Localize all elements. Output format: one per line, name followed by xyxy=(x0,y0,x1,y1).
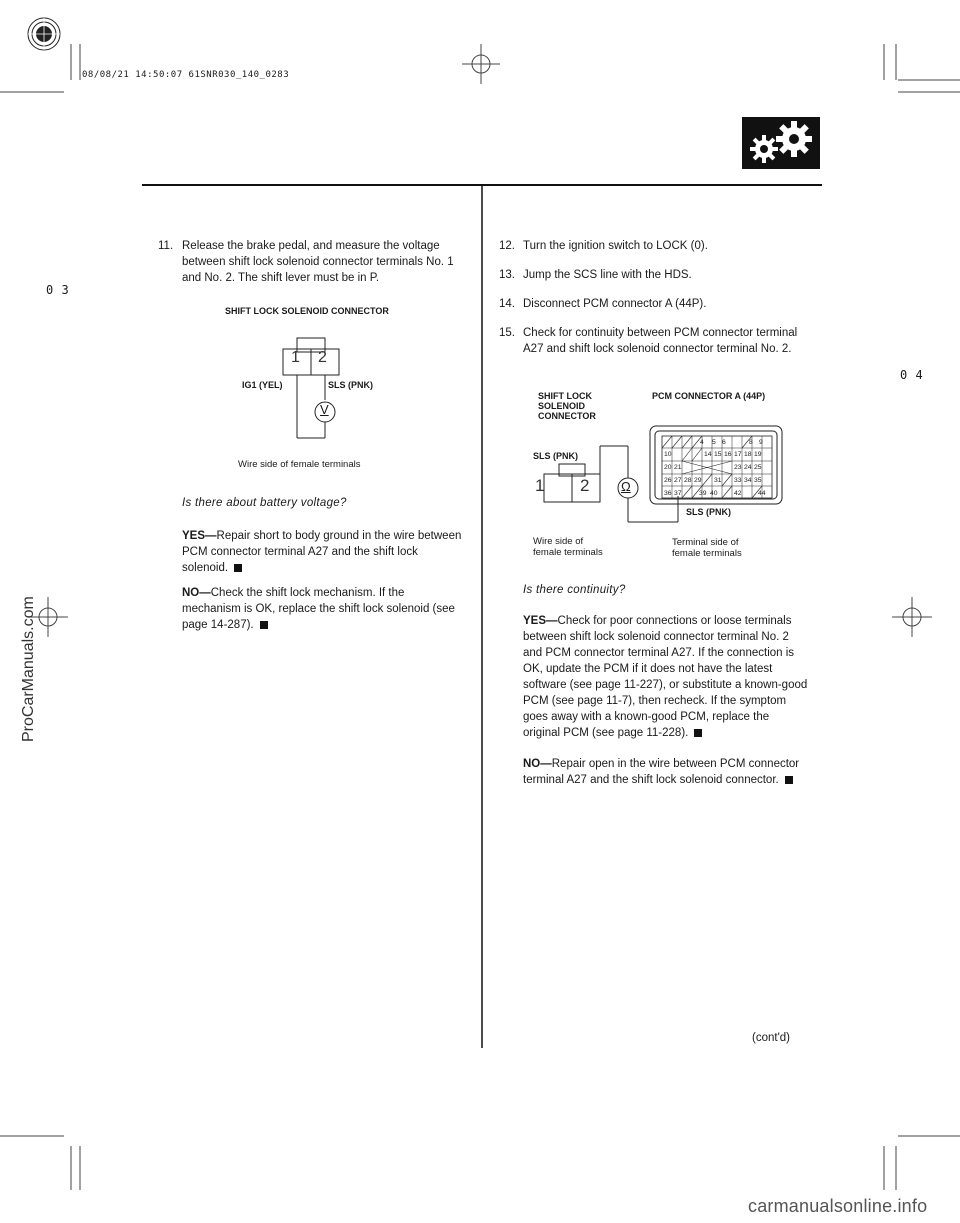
end-mark-icon xyxy=(234,564,242,572)
wire-label-ig1: IG1 (YEL) xyxy=(242,380,283,390)
yes-text: Check for poor connections or loose terminals between shift lock solenoid connector terminal No. 2 and PCM connector terminal A27. If the connection is OK, update the PCM if it does not have the latest software (see page 11-227), or substitute a known-good PCM (see page 11-7), then recheck. If the symptom goes away with a known-good PCM, replace the original PCM (see page 11-228). xyxy=(523,615,808,739)
sls-connector-title: SHIFT LOCK SOLENOID CONNECTOR xyxy=(538,391,596,421)
gears-icon xyxy=(742,117,820,169)
step-15: 15. Check for continuity between PCM connector terminal A27 and shift lock solenoid connector terminal No. 2. xyxy=(499,327,798,355)
section-marker-right: 0 4 xyxy=(900,368,924,382)
no-label: NO xyxy=(523,758,541,770)
end-mark-icon xyxy=(260,621,268,629)
pin-1: 1 xyxy=(291,349,300,366)
pcm-connector-title: PCM CONNECTOR A (44P) xyxy=(652,391,766,401)
voltmeter-symbol: V xyxy=(320,402,329,417)
section-marker-left: 0 3 xyxy=(46,283,70,297)
ohmmeter-symbol: Ω xyxy=(621,479,631,494)
diagram-caption: Wire side of female terminals xyxy=(238,459,361,470)
answer-no: NO—Check the shift lock mechanism. If the mechanism is OK, replace the shift lock solenoid (see page 14-287). xyxy=(182,587,455,631)
steps-12-15 xyxy=(499,238,809,357)
no-label: NO xyxy=(182,587,200,599)
footer-watermark: carmanualsonline.info xyxy=(748,1196,928,1216)
end-mark-icon xyxy=(785,776,793,784)
pin-2: 2 xyxy=(318,349,327,366)
caption-terminal-side: Terminal side of female terminals xyxy=(672,537,742,559)
answer-no-continuity: NO—Repair open in the wire between PCM connector terminal A27 and the shift lock solenoid connector. xyxy=(523,758,800,786)
answer-yes: YES—Repair short to body ground in the wire between PCM connector terminal A27 and the shift lock solenoid. xyxy=(182,530,462,574)
step-12: 12. Turn the ignition switch to LOCK (0). xyxy=(499,240,708,252)
step-number: 11. xyxy=(158,240,174,252)
answer-yes-continuity: YES—Check for poor connections or loose terminals between shift lock solenoid connector terminal No. 2 and PCM connector terminal A27. If the connection is OK, update the PCM if it does not have the latest software (see page 11-227), or substitute a known-good PCM (see page 11-7), then recheck. If the symptom goes away with a known-good PCM, replace the original PCM (see page 11-228). xyxy=(523,615,808,739)
caption-wire-side: Wire side of female terminals xyxy=(533,536,603,558)
wire-label-sls: SLS (PNK) xyxy=(328,380,373,390)
step-text: Release the brake pedal, and measure the voltage between shift lock solenoid connector terminals No. 1 and No. 2. The shift lever must be in P. xyxy=(182,240,454,284)
question-continuity: Is there continuity? xyxy=(523,584,626,596)
diagram-title: SHIFT LOCK SOLENOID CONNECTOR xyxy=(225,306,389,316)
yes-text: Repair short to body ground in the wire between PCM connector terminal A27 and the shift lock solenoid. xyxy=(182,530,462,574)
no-text: Check the shift lock mechanism. If the mechanism is OK, replace the shift lock solenoid (see page 14-287). xyxy=(182,587,455,631)
end-mark-icon xyxy=(694,729,702,737)
yes-label: YES xyxy=(182,530,206,542)
sls-pin-1: 1 xyxy=(535,476,545,495)
target-mark-icon xyxy=(26,16,62,52)
yes-label: YES xyxy=(523,615,547,627)
print-timestamp: 08/08/21 14:50:07 61SNR030_140_0283 xyxy=(82,70,290,80)
continuity-test-diagram xyxy=(528,420,788,530)
continued-marker: (cont'd) xyxy=(752,1032,790,1044)
wire-label-sls-left: SLS (PNK) xyxy=(533,451,578,461)
step-14: 14. Disconnect PCM connector A (44P). xyxy=(499,298,707,310)
question-voltage: Is there about battery voltage? xyxy=(182,497,347,509)
step-11 xyxy=(158,238,458,286)
side-watermark: ProCarManuals.com xyxy=(20,596,37,742)
step-13: 13. Jump the SCS line with the HDS. xyxy=(499,269,692,281)
sls-pin-2: 2 xyxy=(580,476,590,495)
wire-label-sls-bottom: SLS (PNK) xyxy=(686,507,731,517)
no-text: Repair open in the wire between PCM connector terminal A27 and the shift lock solenoid connector. xyxy=(523,758,800,786)
